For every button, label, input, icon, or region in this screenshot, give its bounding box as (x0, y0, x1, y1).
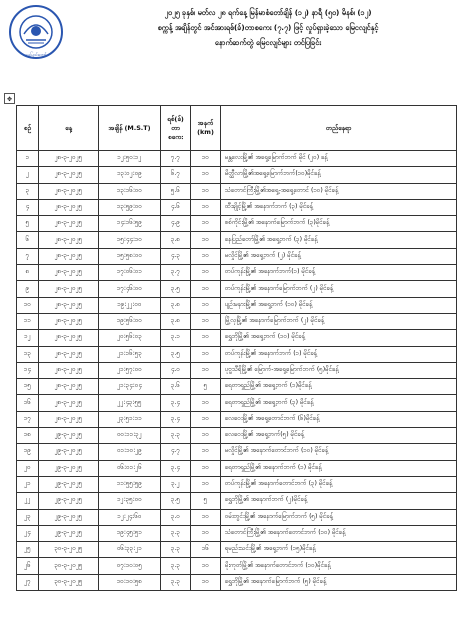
cell-magnitude: ၃.၅ (161, 493, 191, 509)
cell-depth: ၁၀ (191, 411, 221, 427)
cell-depth: ၁၀ (191, 525, 221, 541)
cell-location: တပ်ကုန်းမြို့၏ အနောက်ဘက် (၁) မိုင်ခန့် (221, 346, 457, 362)
table-row (17, 428, 457, 444)
cell-time: ၁၃:၁၆:၀၀ (99, 183, 161, 199)
cell-depth: ၁၀ (191, 265, 221, 281)
cell-location: ပုဗ္ဗသီရိမြို့၏ မြောက်-အရှေ့မြောက်ဘက် (၅)မိုင်ခန့် (221, 362, 457, 378)
cell-no: ၁၁ (17, 313, 39, 329)
cell-depth: ၁၀ (191, 395, 221, 411)
cell-time: ၀၁:၁၀:၂၉ (99, 444, 161, 460)
table-row (17, 330, 457, 346)
cell-date: ၂၈-၃-၂၀၂၅ (39, 151, 99, 167)
cell-depth: ၁၀ (191, 444, 221, 460)
cell-date: ၂၉-၃-၂၀၂၅ (39, 509, 99, 525)
cell-depth: ၁၀ (191, 574, 221, 590)
cell-date: ၂၈-၃-၂၀၂၅ (39, 362, 99, 378)
cell-location: ရွှေဘိုမြို့၏ အနောက်ဘက် (၂)မိုင်ခန့် (221, 493, 457, 509)
cell-magnitude: ၄.၆ (161, 199, 191, 215)
table-row (17, 444, 457, 460)
cell-time: ၁၅:၅၈:၀၀ (99, 248, 161, 264)
logo-caption: နေပြည်တော် (25, 53, 47, 58)
cell-depth: ၁၆ (191, 542, 221, 558)
cell-no: ၁၂ (17, 330, 39, 346)
cell-no: ၁၀ (17, 297, 39, 313)
cell-depth: ၁၀ (191, 460, 221, 476)
cell-location: ရေတာရှည်မြို့၏ အရှေ့ဘက် (၁)မိုင်ခန့် (221, 379, 457, 395)
cell-time: ၀၀:၁၁:၃၂ (99, 428, 161, 444)
header-no: စဉ် (17, 106, 39, 151)
cell-date: ၂၈-၃-၂၀၂၅ (39, 297, 99, 313)
cell-location: လေဝေးမြို့၏ အရှေ့တောင်ဘက် (၆)မိုင်ခန့် (221, 411, 457, 427)
cell-date: ၂၈-၃-၂၀၂၅ (39, 199, 99, 215)
document-title (70, 5, 466, 50)
cell-location: သံတောင်ကြီးမြို့၏ အနောက်တောင်ဘက် (၁၀) မိုင်ခန့် (221, 525, 457, 541)
cell-time: ၁၅:၄၄:၁၀ (99, 232, 161, 248)
cell-time: ၁၁:၅၅:၅၉ (99, 476, 161, 492)
cell-location: တပ်ကုန်းမြို့၏ အနောက်မြောက်ဘက် (၂) မိုင်ခန့် (221, 281, 457, 297)
cell-time: ၂၀:၅၆:၀၃ (99, 330, 161, 346)
cell-depth: ၁၀ (191, 509, 221, 525)
cell-depth: ၅ (191, 493, 221, 509)
cell-location: ရေတာရှည်မြို့၏ အနောက်ဘက် (၁) မိုင်ခန့် (221, 460, 457, 476)
table-row (17, 574, 457, 590)
cell-location: ရေတာရှည်မြို့၏ အရှေ့ဘက် (၃) မိုင်ခန့် (221, 395, 457, 411)
cell-magnitude: ၄.၉ (161, 216, 191, 232)
cell-magnitude: ၃.၄ (161, 395, 191, 411)
cell-location: စစ်ကိုင်းမြို့၏ အနောက်မြောက်ဘက် (၃)မိုင်ခန့် (221, 216, 457, 232)
cell-location: မိုးကုတ်မြို့၏ အနောက်တောင်ဘက် (၁၀)မိုင်ခန့် (221, 558, 457, 574)
cell-depth: ၁၀ (191, 281, 221, 297)
cell-magnitude: ၃.၈ (161, 313, 191, 329)
cell-magnitude: ၃.၆ (161, 379, 191, 395)
cell-no: ၄ (17, 199, 39, 215)
cell-location: ထီးချိုင့်မြို့၏ အနောက်ဘက် (၃) မိုင်ခန့် (221, 199, 457, 215)
cell-time: ၁၃:၅၉:၀၀ (99, 199, 161, 215)
cell-no: ၇ (17, 248, 39, 264)
table-row (17, 265, 457, 281)
cell-depth: ၅ (191, 379, 221, 395)
cell-date: ၃၀-၃-၂၀၂၅ (39, 558, 99, 574)
cell-location: တပ်ကုန်းမြို့၏ အနောက်ဘက်(၁) မိုင်ခန့် (221, 265, 457, 281)
cell-location: မလှိုင်မြို့၏ အနောက်တောင်ဘက် (၁၀) မိုင်ခန့် (221, 444, 457, 460)
cell-date: ၂၈-၃-၂၀၂၅ (39, 265, 99, 281)
cell-time: ၂၂:၄၃:၅၅ (99, 395, 161, 411)
header-magnitude: ရစ်(ခ်) တာ စကေး (161, 106, 191, 151)
cell-no: ၆ (17, 232, 39, 248)
cell-date: ၂၉-၃-၂၀၂၅ (39, 444, 99, 460)
cell-location: ရမည်းသင်းမြို့၏ အရှေ့ဘက် (၁၅)မိုင်ခန့် (221, 542, 457, 558)
header-depth: အနက် (km) (191, 106, 221, 151)
cell-date: ၃၀-၃-၂၀၂၅ (39, 542, 99, 558)
cell-location: မလှိုင်မြို့၏ အရှေ့ဘက် (၂) မိုင်ခန့် (221, 248, 457, 264)
cell-magnitude: ၃.၈ (161, 232, 191, 248)
cell-date: ၂၈-၃-၂၀၂၅ (39, 411, 99, 427)
cell-magnitude: ၆.၇ (161, 167, 191, 183)
cell-depth: ၁၀ (191, 167, 221, 183)
table-row (17, 542, 457, 558)
table-row (17, 525, 457, 541)
cell-depth: ၁၀ (191, 151, 221, 167)
cell-depth: ၁၀ (191, 558, 221, 574)
cell-location: ရွှေဘိုမြို့၏ အနောက်မြောက်ဘက် (၅) မိုင်ခန့် (221, 574, 457, 590)
table-row (17, 460, 457, 476)
cell-date: ၂၈-၃-၂၀၂၅ (39, 313, 99, 329)
cell-depth: ၁၀ (191, 362, 221, 378)
cell-time: ၁၇:၄၆:၀၀ (99, 281, 161, 297)
cell-no: ၂၄ (17, 525, 39, 541)
cell-magnitude: ၃.၅ (161, 346, 191, 362)
cell-no: ၉ (17, 281, 39, 297)
cell-magnitude: ၃.၅ (161, 281, 191, 297)
cell-location: နေပြည်တော်မြို့၏ အရှေ့ဘက် (၃) မိုင်ခန့် (221, 232, 457, 248)
header-date: နေ့ (39, 106, 99, 151)
cell-date: ၃၀-၃-၂၀၂၅ (39, 574, 99, 590)
cell-time: ၁၄:၁၆:၅၉ (99, 216, 161, 232)
cell-no: ၃ (17, 183, 39, 199)
cell-location: မြို့လှမြို့၏ အနောက်မြောက်ဘက် (၂) မိုင်ခန့် (221, 313, 457, 329)
cell-no: ၅ (17, 216, 39, 232)
cell-magnitude: ၃.၁ (161, 330, 191, 346)
cell-depth: ၁၀ (191, 232, 221, 248)
cell-no: ၂၂ (17, 493, 39, 509)
cell-time: ၂၁:၃၄:၀၄ (99, 379, 161, 395)
cell-magnitude: ၃.၈ (161, 297, 191, 313)
cell-location: လေဝေးမြို့၏ အရှေ့ဘက်(၅) မိုင်ခန့် (221, 428, 457, 444)
cell-magnitude: ၄.၀ (161, 362, 191, 378)
cell-magnitude: ၄.၇ (161, 444, 191, 460)
cell-depth: ၁၀ (191, 183, 221, 199)
cell-date: ၂၈-၃-၂၀၂၅ (39, 167, 99, 183)
table-row (17, 379, 457, 395)
cell-depth: ၁၀ (191, 428, 221, 444)
cell-date: ၂၈-၃-၂၀၂၅ (39, 232, 99, 248)
cell-time: ၁၉:၂၂:၀၀ (99, 297, 161, 313)
cell-time: ၁၂:၃၅:၀၀ (99, 493, 161, 509)
table-row (17, 509, 457, 525)
cell-magnitude: ၃.၃ (161, 428, 191, 444)
table-row (17, 313, 457, 329)
cell-date: ၂၉-၃-၂၀၂၅ (39, 460, 99, 476)
table-row (17, 183, 457, 199)
table-header-row (17, 106, 457, 151)
cell-no: ၂၀ (17, 460, 39, 476)
table-row (17, 248, 457, 264)
cell-no: ၁၆ (17, 395, 39, 411)
cell-depth: ၁၀ (191, 199, 221, 215)
move-icon[interactable]: ✥ (4, 93, 15, 104)
cell-location: ရွှေဘိုမြို့၏ အရှေ့ဘက် (၁၀) မိုင်ခန့် (221, 330, 457, 346)
table-row (17, 411, 457, 427)
cell-location: ဝမ်းတွင်းမြို့၏ အနောက်မြောက်ဘက် (၅) မိုင်ခန့် (221, 509, 457, 525)
cell-no: ၂ (17, 167, 39, 183)
cell-no: ၂၁ (17, 476, 39, 492)
table-row (17, 476, 457, 492)
table-row (17, 167, 457, 183)
cell-magnitude: ၅.၆ (161, 183, 191, 199)
cell-magnitude: ၃.၄ (161, 411, 191, 427)
cell-no: ၂၃ (17, 509, 39, 525)
cell-no: ၁ (17, 151, 39, 167)
table-row (17, 297, 457, 313)
cell-no: ၁၉ (17, 444, 39, 460)
cell-date: ၂၉-၃-၂၀၂၅ (39, 476, 99, 492)
cell-depth: ၁၀ (191, 248, 221, 264)
cell-time: ၁၉:၅၆:၀၀ (99, 313, 161, 329)
cell-depth: ၁၀ (191, 330, 221, 346)
cell-magnitude: ၃.၃ (161, 542, 191, 558)
cell-no: ၁၄ (17, 362, 39, 378)
cell-date: ၂၈-၃-၂၀၂၅ (39, 395, 99, 411)
cell-time: ၂၁:၅၇:၀၀ (99, 362, 161, 378)
cell-date: ၂၉-၃-၂၀၂၅ (39, 493, 99, 509)
table-row (17, 346, 457, 362)
cell-location: မိတ္ထီလာမြို့၏အရှေ့မြောက်ဘက်(၁၀)မိုင်ခန့် (221, 167, 457, 183)
cell-no: ၂၅ (17, 542, 39, 558)
cell-date: ၂၈-၃-၂၀၂၅ (39, 281, 99, 297)
table-row (17, 362, 457, 378)
cell-location: မန္တလေးမြို့၏ အရှေ့မြောက်ဘက် မိုင် (၂၀) ခန့် (221, 151, 457, 167)
cell-depth: ၁၀ (191, 297, 221, 313)
cell-location: တပ်ကုန်းမြို့၏ အနောက်တောင်ဘက် (၃) မိုင်ခန့် (221, 476, 457, 492)
header-location: တည်နေရာ (221, 106, 457, 151)
cell-magnitude: ၃.၃ (161, 574, 191, 590)
cell-magnitude: ၃.၇ (161, 265, 191, 281)
cell-time: ၁၉:၄၅:၅၁ (99, 525, 161, 541)
cell-magnitude: ၃.၂ (161, 476, 191, 492)
cell-magnitude: ၃.၃ (161, 558, 191, 574)
cell-magnitude: ၃.၀ (161, 509, 191, 525)
department-logo (8, 4, 64, 60)
cell-date: ၂၈-၃-၂၀၂၅ (39, 216, 99, 232)
cell-date: ၂၈-၃-၂၀၂၅ (39, 379, 99, 395)
cell-time: ၀၇:၁၀:၀၅ (99, 558, 161, 574)
table-row (17, 281, 457, 297)
table-row (17, 558, 457, 574)
cell-no: ၂၆ (17, 558, 39, 574)
cell-no: ၂၇ (17, 574, 39, 590)
cell-time: ၁၇:၀၆:၀၁ (99, 265, 161, 281)
table-row (17, 493, 457, 509)
cell-location: ပျဉ်းမနားမြို့၏ အရှေ့ဘက် (၁၀) မိုင်ခန့် (221, 297, 457, 313)
cell-date: ၂၈-၃-၂၀၂၅ (39, 183, 99, 199)
cell-depth: ၁၀ (191, 476, 221, 492)
cell-depth: ၁၀ (191, 313, 221, 329)
header-time: အချိန် (M.S.T) (99, 106, 161, 151)
cell-time: ၁၂:၅၀:၁၂ (99, 151, 161, 167)
cell-no: ၁၇ (17, 411, 39, 427)
cell-date: ၂၉-၃-၂၀၂၅ (39, 428, 99, 444)
cell-magnitude: ၃.၃ (161, 525, 191, 541)
cell-magnitude: ၇.၇ (161, 151, 191, 167)
cell-no: ၁၅ (17, 379, 39, 395)
cell-no: ၈ (17, 265, 39, 281)
table-body (17, 151, 457, 591)
cell-no: ၁၈ (17, 428, 39, 444)
cell-no: ၁၃ (17, 346, 39, 362)
cell-date: ၂၈-၃-၂၀၂၅ (39, 330, 99, 346)
cell-date: ၂၈-၃-၂၀၂၅ (39, 346, 99, 362)
title-line-2: စက္ကန့် အချိန်တွင် အင်အားရစ်(ခ်)တာစကေး (၇.၇) ဖြင့် လှုပ်ရှားခဲ့သော မြေငလျင်နှင့် (157, 23, 379, 32)
cell-depth: ၁၀ (191, 346, 221, 362)
cell-time: ၀၆:၀၁:၂၆ (99, 460, 161, 476)
cell-time: ၂၁:၁၆:၅၃ (99, 346, 161, 362)
table-row (17, 199, 457, 215)
cell-time: ၂၃:၅၁:၁၁ (99, 411, 161, 427)
table-row (17, 151, 457, 167)
cell-time: ၁၃:၀၂:၀၉ (99, 167, 161, 183)
cell-magnitude: ၃.၄ (161, 460, 191, 476)
table-row (17, 232, 457, 248)
cell-time: ၁၀:၁၀:၅၈ (99, 574, 161, 590)
cell-location: သံတောင်ကြီးမြို့၏အရှေ့-အရှေ့တောင် (၁၀) မိုင်ခန့် (221, 183, 457, 199)
title-line-1: ၂၀၂၅ ခုနှစ်၊ မတ်လ ၂၈ ရက်နေ့ မြန်မာစံတော်ချိန် (၁၂) နာရီ (၅၀) မိနစ်၊ (၁၂) (164, 8, 372, 17)
title-line-3: နောက်ဆက်တွဲ မြေငလျင်များ တင်ပြခြင်း (214, 38, 322, 47)
table-row (17, 216, 457, 232)
cell-time: ၀၆:၃၃:၂၁ (99, 542, 161, 558)
table-row (17, 395, 457, 411)
cell-date: ၂၉-၃-၂၀၂၅ (39, 525, 99, 541)
cell-time: ၁၂:၂၄:၆၀ (99, 509, 161, 525)
cell-depth: ၁၀ (191, 216, 221, 232)
cell-magnitude: ၄.၃ (161, 248, 191, 264)
cell-date: ၂၈-၃-၂၀၂၅ (39, 248, 99, 264)
earthquake-table (16, 105, 457, 591)
